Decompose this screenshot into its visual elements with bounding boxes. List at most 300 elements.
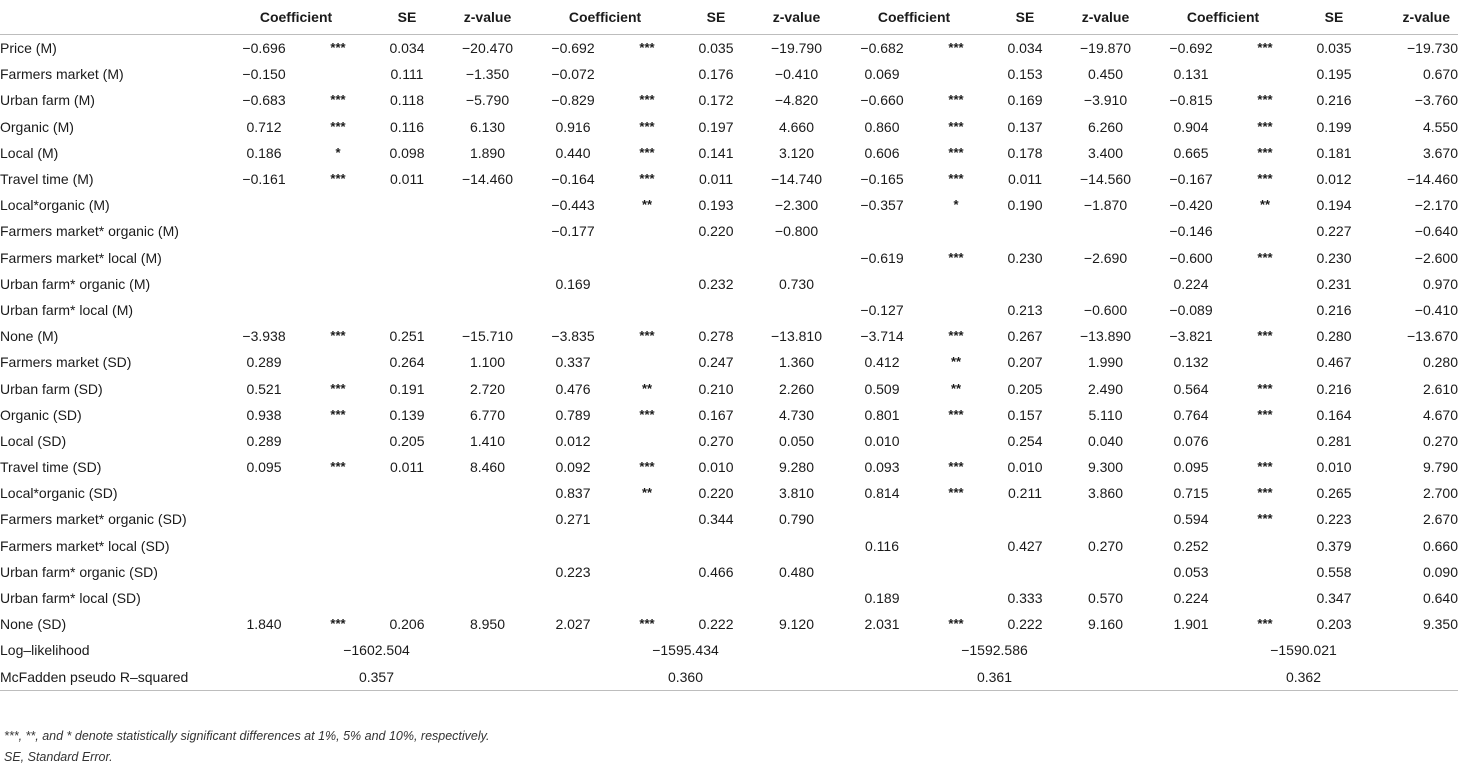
significance-cell: *** xyxy=(1257,485,1273,501)
coefficient-cell: 0.131 xyxy=(1173,66,1209,83)
coefficient-cell xyxy=(222,480,306,506)
z-value-cell: 6.130 xyxy=(469,118,506,135)
coefficient-cell: −3.938 xyxy=(242,328,286,345)
coefficient-cell: 2.031 xyxy=(864,616,900,633)
significance-cell: *** xyxy=(1257,92,1273,108)
summary-value: −1602.504 xyxy=(343,642,410,659)
z-value-cell: 0.270 xyxy=(1422,432,1458,449)
table-row xyxy=(0,35,1458,62)
table-row xyxy=(0,192,1458,218)
z-value-cell: 3.670 xyxy=(1422,144,1458,161)
table-row xyxy=(0,585,1458,611)
coefficient-cell: −0.619 xyxy=(860,249,904,266)
z-value-cell: 9.790 xyxy=(1422,459,1458,476)
z-value-cell: 9.160 xyxy=(1087,616,1124,633)
se-cell: 0.207 xyxy=(1007,354,1043,371)
z-value-cell xyxy=(753,297,840,323)
coefficient-cell: −0.146 xyxy=(1169,223,1213,240)
coefficient-cell: 0.814 xyxy=(864,485,900,502)
significance-cell xyxy=(615,533,679,559)
coefficient-cell xyxy=(222,218,306,244)
significance-cell xyxy=(615,506,679,532)
z-value-cell: 4.660 xyxy=(778,118,815,135)
significance-cell xyxy=(615,428,679,454)
z-value-cell xyxy=(1062,506,1149,532)
se-cell: 0.230 xyxy=(1316,249,1352,266)
se-cell: 0.012 xyxy=(1316,171,1352,188)
z-value-cell: 0.480 xyxy=(778,563,815,580)
significance-cell xyxy=(924,585,988,611)
significance-cell xyxy=(1233,218,1297,244)
z-value-cell: −1.870 xyxy=(1083,197,1128,214)
coefficient-cell: −0.660 xyxy=(860,92,904,109)
z-value-cell: −2.690 xyxy=(1083,249,1128,266)
significance-cell: *** xyxy=(639,616,655,632)
se-cell xyxy=(370,506,444,532)
row-label: Price (M) xyxy=(0,40,57,57)
se-cell: 0.011 xyxy=(1008,171,1042,188)
summary-value: −1595.434 xyxy=(652,642,719,659)
se-cell: 0.011 xyxy=(390,171,424,188)
z-value-cell: 0.270 xyxy=(1087,537,1124,554)
significance-cell xyxy=(924,559,988,585)
significance-cell: *** xyxy=(948,328,964,344)
significance-cell xyxy=(1233,533,1297,559)
significance-cell: *** xyxy=(639,92,655,108)
coefficient-cell: 0.224 xyxy=(1173,590,1209,607)
se-cell: 0.222 xyxy=(698,616,734,633)
z-value-cell: 9.300 xyxy=(1087,459,1124,476)
z-value-cell: 3.860 xyxy=(1087,485,1124,502)
row-label: Farmers market* organic (M) xyxy=(0,223,179,240)
significance-cell: * xyxy=(953,197,959,213)
se-cell: 0.118 xyxy=(390,92,424,109)
significance-cell: *** xyxy=(948,40,964,56)
se-note: SE, Standard Error. xyxy=(4,750,113,764)
significance-cell: *** xyxy=(1257,118,1273,134)
significance-cell xyxy=(924,533,988,559)
row-label: None (M) xyxy=(0,328,59,345)
coefficient-cell xyxy=(840,271,924,297)
header-se: SE xyxy=(679,0,753,35)
significance-cell xyxy=(924,506,988,532)
se-cell: 0.280 xyxy=(1316,328,1352,345)
coefficient-cell: −0.696 xyxy=(242,40,286,57)
significance-cell xyxy=(924,218,988,244)
se-cell: 0.139 xyxy=(389,406,425,423)
coefficient-cell: 0.938 xyxy=(246,406,282,423)
z-value-cell: 4.550 xyxy=(1422,118,1458,135)
significance-cell xyxy=(1233,585,1297,611)
significance-cell: *** xyxy=(330,380,346,396)
significance-cell: *** xyxy=(948,459,964,475)
z-value-cell: 9.120 xyxy=(778,616,815,633)
row-label: Urban farm (M) xyxy=(0,92,95,109)
significance-cell: *** xyxy=(948,171,964,187)
z-value-cell: −14.560 xyxy=(1080,171,1131,188)
coefficient-cell: 0.169 xyxy=(555,275,591,292)
coefficient-cell: −0.127 xyxy=(860,301,904,318)
significance-cell xyxy=(1233,271,1297,297)
se-cell: 0.264 xyxy=(389,354,425,371)
header-se: SE xyxy=(370,0,444,35)
table-row xyxy=(0,61,1458,87)
significance-cell xyxy=(306,533,370,559)
coefficient-cell: 0.289 xyxy=(246,354,282,371)
significance-cell xyxy=(615,245,679,271)
summary-value: 0.362 xyxy=(1149,664,1458,691)
coefficient-cell: 0.789 xyxy=(555,406,591,423)
coefficient-cell: −0.161 xyxy=(242,171,286,188)
coefficient-cell xyxy=(222,559,306,585)
se-cell: 0.270 xyxy=(698,432,734,449)
se-cell: 0.190 xyxy=(1007,197,1043,214)
z-value-cell: 0.670 xyxy=(1422,66,1458,83)
table-row xyxy=(0,114,1458,140)
se-cell xyxy=(679,533,753,559)
se-cell: 0.251 xyxy=(389,328,425,345)
coefficient-cell xyxy=(222,245,306,271)
se-cell: 0.227 xyxy=(1316,223,1352,240)
table-row xyxy=(0,506,1458,532)
significance-cell xyxy=(306,297,370,323)
significance-cell: *** xyxy=(1257,459,1273,475)
significance-cell: *** xyxy=(948,92,964,108)
significance-cell: *** xyxy=(330,40,346,56)
se-cell xyxy=(988,559,1062,585)
z-value-cell: −2.300 xyxy=(774,197,819,214)
z-value-cell: 0.730 xyxy=(778,275,815,292)
significance-cell: *** xyxy=(948,485,964,501)
coefficient-cell: 0.069 xyxy=(864,66,900,83)
coefficient-cell: 0.189 xyxy=(864,590,900,607)
z-value-cell: −3.910 xyxy=(1083,92,1128,109)
se-cell: 0.254 xyxy=(1007,432,1043,449)
se-cell xyxy=(370,192,444,218)
table-body xyxy=(0,35,1458,691)
coefficient-cell xyxy=(222,533,306,559)
row-label: Travel time (SD) xyxy=(0,459,102,476)
summary-value: 0.357 xyxy=(222,664,531,691)
significance-cell xyxy=(306,506,370,532)
coefficient-cell: 0.076 xyxy=(1173,432,1209,449)
se-cell: 0.172 xyxy=(698,92,734,109)
z-value-cell: −14.460 xyxy=(1407,171,1458,188)
significance-cell: *** xyxy=(1257,380,1273,396)
coefficient-cell: 0.271 xyxy=(555,511,591,528)
se-cell: 0.220 xyxy=(698,485,734,502)
se-cell: 0.232 xyxy=(698,275,734,292)
z-value-cell: 0.450 xyxy=(1087,66,1124,83)
significance-cell: *** xyxy=(1257,249,1273,265)
z-value-cell xyxy=(444,533,531,559)
z-value-cell: 5.110 xyxy=(1088,406,1123,423)
row-label: Farmers market* organic (SD) xyxy=(0,511,187,528)
significance-cell xyxy=(306,480,370,506)
significance-cell: *** xyxy=(330,406,346,422)
coefficient-cell: −3.835 xyxy=(551,328,595,345)
row-label: Local (M) xyxy=(0,144,59,161)
header-cell xyxy=(0,0,222,35)
z-value-cell: −2.170 xyxy=(1414,197,1458,214)
z-value-cell: 9.280 xyxy=(778,459,815,476)
coefficient-cell: 0.715 xyxy=(1173,485,1209,502)
coefficient-cell xyxy=(531,297,615,323)
se-cell: 0.267 xyxy=(1007,328,1043,345)
z-value-cell xyxy=(444,192,531,218)
significance-cell: *** xyxy=(639,171,655,187)
se-cell xyxy=(988,218,1062,244)
coefficient-cell: 0.010 xyxy=(864,432,900,449)
z-value-cell: −20.470 xyxy=(462,40,513,57)
se-cell: 0.265 xyxy=(1316,485,1352,502)
z-value-cell: 0.050 xyxy=(778,432,815,449)
z-value-cell xyxy=(1062,559,1149,585)
se-cell: 0.034 xyxy=(1007,40,1043,57)
coefficient-cell: 0.904 xyxy=(1173,118,1209,135)
significance-cell xyxy=(615,349,679,375)
significance-cell xyxy=(306,428,370,454)
z-value-cell xyxy=(753,245,840,271)
significance-cell: *** xyxy=(330,459,346,475)
se-cell: 0.203 xyxy=(1316,616,1352,633)
z-value-cell: 2.720 xyxy=(469,380,506,397)
coefficient-cell: −0.089 xyxy=(1169,301,1213,318)
header-z-value: z-value xyxy=(1062,0,1149,35)
se-cell: 0.010 xyxy=(1007,459,1043,476)
coefficient-cell: −0.072 xyxy=(551,66,595,83)
se-cell: 0.193 xyxy=(698,197,734,214)
table-row xyxy=(0,297,1458,323)
coefficient-cell: −0.164 xyxy=(551,171,595,188)
row-label: Local (SD) xyxy=(0,432,67,449)
z-value-cell: 8.950 xyxy=(469,616,506,633)
z-value-cell: 1.100 xyxy=(469,354,506,371)
se-cell: 0.222 xyxy=(1007,616,1043,633)
significance-cell: *** xyxy=(639,144,655,160)
z-value-cell: 2.260 xyxy=(778,380,815,397)
summary-value: −1590.021 xyxy=(1270,642,1337,659)
significance-cell: *** xyxy=(639,328,655,344)
coefficient-cell xyxy=(531,245,615,271)
z-value-cell: −0.800 xyxy=(774,223,819,240)
coefficient-cell: 0.132 xyxy=(1173,354,1209,371)
table-row xyxy=(0,454,1458,480)
z-value-cell: 8.460 xyxy=(469,459,506,476)
summary-row xyxy=(0,637,1458,663)
se-cell: 0.216 xyxy=(1316,301,1352,318)
coefficient-cell: 0.095 xyxy=(1173,459,1209,476)
significance-cell: *** xyxy=(330,328,346,344)
header-z-value: z-value xyxy=(1371,0,1458,35)
se-cell: 0.427 xyxy=(1007,537,1043,554)
significance-cell xyxy=(306,245,370,271)
row-label: Organic (M) xyxy=(0,118,74,135)
significance-cell: *** xyxy=(948,118,964,134)
z-value-cell: 4.670 xyxy=(1422,406,1458,423)
se-cell xyxy=(370,480,444,506)
coefficient-cell: 0.093 xyxy=(864,459,900,476)
z-value-cell xyxy=(444,480,531,506)
significance-cell xyxy=(615,585,679,611)
significance-cell: *** xyxy=(639,459,655,475)
significance-cell xyxy=(615,61,679,87)
z-value-cell xyxy=(753,585,840,611)
se-cell xyxy=(370,559,444,585)
se-cell: 0.466 xyxy=(698,563,734,580)
coefficient-cell: 0.337 xyxy=(555,354,591,371)
se-cell: 0.035 xyxy=(698,40,734,57)
summary-row xyxy=(0,664,1458,691)
significance-cell xyxy=(924,297,988,323)
se-cell: 0.116 xyxy=(390,118,424,135)
summary-label: McFadden pseudo R–squared xyxy=(0,664,222,691)
significance-cell xyxy=(306,559,370,585)
se-cell: 0.167 xyxy=(698,406,734,423)
coefficient-cell: 0.116 xyxy=(865,537,899,554)
se-cell: 0.231 xyxy=(1316,275,1352,292)
coefficient-cell xyxy=(531,585,615,611)
z-value-cell: 4.730 xyxy=(778,406,815,423)
z-value-cell: −5.790 xyxy=(465,92,510,109)
coefficient-cell: 0.594 xyxy=(1173,511,1209,528)
coefficient-cell: 0.186 xyxy=(246,144,282,161)
se-cell xyxy=(988,506,1062,532)
coefficient-cell: −0.165 xyxy=(860,171,904,188)
z-value-cell: 6.770 xyxy=(469,406,506,423)
significance-cell: *** xyxy=(330,171,346,187)
se-cell: 0.111 xyxy=(390,66,424,83)
se-cell: 0.213 xyxy=(1007,301,1043,318)
coefficient-cell: −0.692 xyxy=(551,40,595,57)
coefficient-cell: −0.683 xyxy=(242,92,286,109)
significance-cell xyxy=(306,349,370,375)
coefficient-cell xyxy=(222,506,306,532)
significance-cell xyxy=(615,559,679,585)
significance-cell: ** xyxy=(1259,197,1271,213)
coefficient-cell: 1.840 xyxy=(246,616,282,633)
coefficient-cell: −0.600 xyxy=(1169,249,1213,266)
se-cell: 0.011 xyxy=(390,459,424,476)
se-cell: 0.211 xyxy=(1008,485,1042,502)
significance-cell xyxy=(306,271,370,297)
table-row xyxy=(0,402,1458,428)
se-cell: 0.197 xyxy=(698,118,734,135)
se-cell: 0.205 xyxy=(1007,380,1043,397)
z-value-cell: −0.640 xyxy=(1414,223,1458,240)
significance-cell xyxy=(1233,297,1297,323)
table-row xyxy=(0,533,1458,559)
se-cell: 0.223 xyxy=(1316,511,1352,528)
se-cell: 0.247 xyxy=(698,354,734,371)
se-cell: 0.141 xyxy=(698,144,734,161)
z-value-cell: 0.660 xyxy=(1422,537,1458,554)
significance-cell: *** xyxy=(330,616,346,632)
significance-cell: *** xyxy=(1257,328,1273,344)
header-coefficient: Coefficient xyxy=(840,0,988,35)
row-label: Travel time (M) xyxy=(0,171,94,188)
header-z-value: z-value xyxy=(444,0,531,35)
se-cell: 0.206 xyxy=(389,616,425,633)
coefficient-cell: 0.053 xyxy=(1173,563,1209,580)
summary-label: Log–likelihood xyxy=(0,642,90,659)
row-label: Farmers market* local (M) xyxy=(0,249,162,266)
se-cell: 0.169 xyxy=(1007,92,1043,109)
significance-cell xyxy=(306,61,370,87)
significance-cell: *** xyxy=(1257,171,1273,187)
significance-cell: *** xyxy=(1257,511,1273,527)
significance-cell xyxy=(1233,349,1297,375)
table-row xyxy=(0,375,1458,401)
coefficient-cell: 0.665 xyxy=(1173,144,1209,161)
coefficient-cell: 0.837 xyxy=(555,485,591,502)
coefficient-cell: −0.150 xyxy=(242,66,286,83)
row-label: Farmers market (M) xyxy=(0,66,124,83)
se-cell: 0.195 xyxy=(1316,66,1352,83)
z-value-cell: 2.610 xyxy=(1422,380,1458,397)
table-row xyxy=(0,428,1458,454)
se-cell: 0.216 xyxy=(1316,92,1352,109)
se-cell xyxy=(679,245,753,271)
se-cell xyxy=(370,297,444,323)
coefficient-cell: 0.224 xyxy=(1173,275,1209,292)
significance-cell: *** xyxy=(639,40,655,56)
significance-cell: *** xyxy=(1257,40,1273,56)
significance-cell: * xyxy=(335,144,341,160)
significance-cell xyxy=(1233,559,1297,585)
se-cell: 0.157 xyxy=(1007,406,1043,423)
se-cell: 0.344 xyxy=(698,511,734,528)
header-se: SE xyxy=(1297,0,1371,35)
se-cell: 0.333 xyxy=(1007,590,1043,607)
se-cell: 0.281 xyxy=(1316,432,1352,449)
se-cell xyxy=(679,297,753,323)
se-cell: 0.035 xyxy=(1316,40,1352,57)
table-row xyxy=(0,166,1458,192)
table-row xyxy=(0,218,1458,244)
row-label: Farmers market* local (SD) xyxy=(0,537,170,554)
coefficient-cell: −3.821 xyxy=(1169,328,1213,345)
coefficient-cell: 1.901 xyxy=(1173,616,1209,633)
z-value-cell xyxy=(444,559,531,585)
z-value-cell: −2.600 xyxy=(1414,249,1458,266)
z-value-cell: 0.040 xyxy=(1087,432,1124,449)
coefficient-cell: 0.764 xyxy=(1173,406,1209,423)
z-value-cell: 1.410 xyxy=(469,432,506,449)
se-cell: 0.216 xyxy=(1316,380,1352,397)
significance-cell: *** xyxy=(330,118,346,134)
table-row xyxy=(0,140,1458,166)
z-value-cell: −13.670 xyxy=(1407,328,1458,345)
row-label: Urban farm* organic (SD) xyxy=(0,563,158,580)
row-label: Local*organic (M) xyxy=(0,197,110,214)
z-value-cell: −14.460 xyxy=(462,171,513,188)
z-value-cell: 9.350 xyxy=(1422,616,1458,633)
table-row xyxy=(0,611,1458,637)
coefficient-cell: 0.412 xyxy=(864,354,900,371)
row-label: Local*organic (SD) xyxy=(0,485,118,502)
se-cell: 0.220 xyxy=(698,223,734,240)
significance-cell xyxy=(924,271,988,297)
significance-cell xyxy=(924,428,988,454)
z-value-cell: 1.890 xyxy=(469,144,506,161)
se-cell: 0.178 xyxy=(1007,144,1043,161)
se-cell: 0.347 xyxy=(1316,590,1352,607)
significance-cell: *** xyxy=(948,406,964,422)
significance-cell xyxy=(615,271,679,297)
coefficient-cell: 0.092 xyxy=(555,459,591,476)
se-cell: 0.181 xyxy=(1316,144,1352,161)
